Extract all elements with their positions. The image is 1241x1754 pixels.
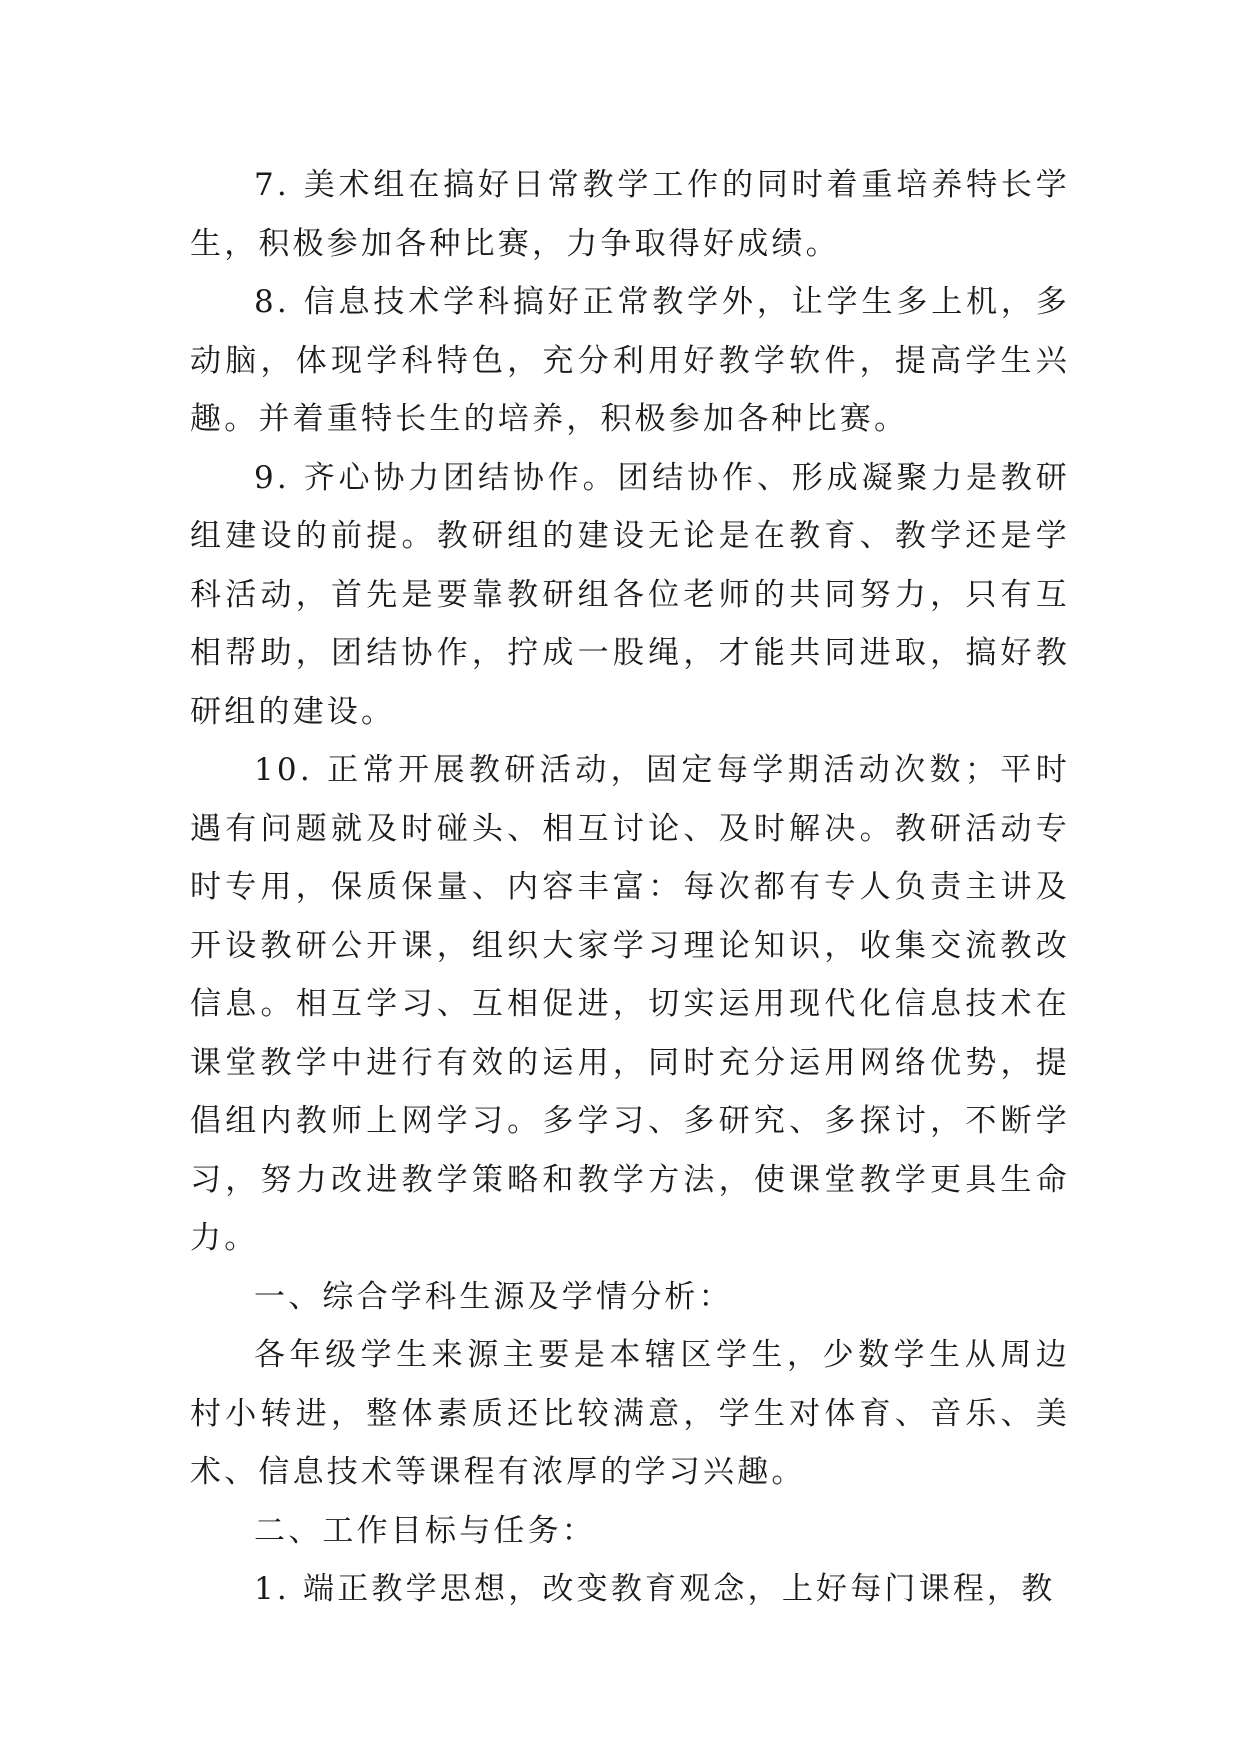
section-heading-goals: 二、工作目标与任务： <box>254 1512 596 1549</box>
paragraph-student-sources: 各年级学生来源主要是本辖区学生，少数学生从周边村小转进，整体素质还比较满意，学生对体育、音乐、美术、信息技术等课程有浓厚的学习兴趣。 <box>190 1337 1070 1490</box>
paragraph-item-8-it: 8. 信息技术学科搞好正常教学外，让学生多上机，多动脑，体现学科特色，充分利用好教学软件，提高学生兴趣。并着重特长生的培养，积极参加各种比赛。 <box>190 284 1070 437</box>
paragraph-item-7-art: 7. 美术组在搞好日常教学工作的同时着重培养特长学生，积极参加各种比赛，力争取得好成绩。 <box>190 167 1070 262</box>
paragraph-goal-1: 1. 端正教学思想，改变教育观念，上好每门课程，教 <box>254 1571 1056 1607</box>
document-body <box>190 156 1070 1619</box>
paragraph-item-10-research: 10. 正常开展教研活动，固定每学期活动次数；平时遇有问题就及时碰头、相互讨论、及时解决。教研活动专时专用，保质保量、内容丰富：每次都有专人负责主讲及开设教研公开课，组织大家学习理论知识，收集交流教改信息。相互学习、互相促进，切实运用现代化信息技术在课堂教学中进行有效的运用，同时充分运用网络优势，提倡组内教师上网学习。多学习、多研究、多探讨，不断学习，努力改进教学策略和教学方法，使课堂教学更具生命力。 <box>190 752 1070 1256</box>
paragraph-item-9-teamwork: 9. 齐心协力团结协作。团结协作、形成凝聚力是教研组建设的前提。教研组的建设无论是在教育、教学还是学科活动，首先是要靠教研组各位老师的共同努力，只有互相帮助，团结协作，拧成一股绳，才能共同进取，搞好教研组的建设。 <box>190 459 1070 730</box>
section-heading-analysis: 一、综合学科生源及学情分析： <box>254 1278 733 1315</box>
